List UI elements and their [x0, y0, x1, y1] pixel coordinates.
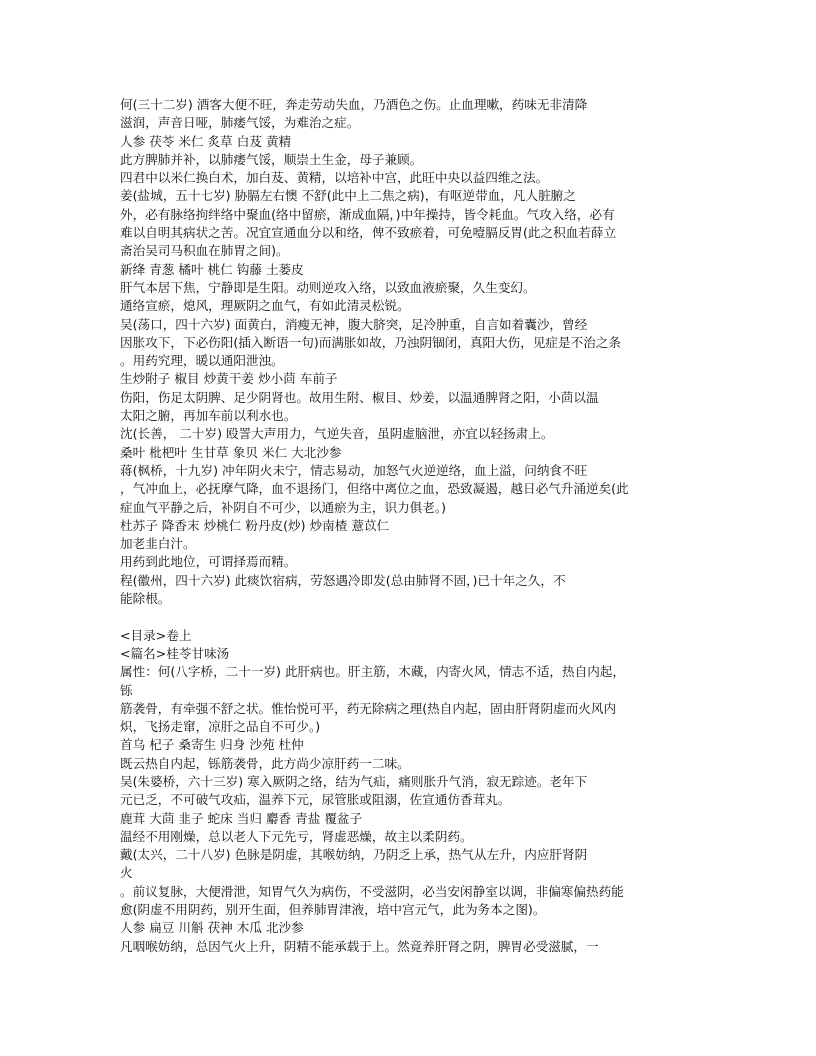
text-line: 太阳之腑，再加车前以利水也。 — [120, 408, 297, 424]
text-line: 既云热自内起，铄筋袭骨，此方尚少凉肝药一二味。 — [120, 755, 410, 771]
text-line: 四君中以米仁换白术，加白芨、黄精，以培补中宫，此旺中央以益四维之法。 — [120, 170, 549, 186]
text-line: 桑叶 枇杷叶 生甘草 象贝 米仁 大北沙参 — [120, 444, 342, 460]
text-line: 火 — [120, 865, 133, 881]
text-line: 人参 扁豆 川斛 茯神 木瓜 北沙参 — [120, 920, 304, 936]
text-line: 外，必有脉络拘绊络中聚血(络中留瘀，渐成血隔，)中年操持，皆令耗血。气攻入络，必有 — [120, 206, 615, 222]
text-line: 。用药究理，暖以通阳泄浊。 — [120, 353, 284, 369]
text-line: <目录>卷上 — [120, 627, 192, 643]
document-page — [120, 96, 700, 956]
text-line: 杜苏子 降香末 炒桃仁 粉丹皮(炒) 炒南楂 薏苡仁 — [120, 517, 390, 533]
text-line: 何(三十二岁) 酒客大便不旺，奔走劳动失血，乃酒色之伤。止血理嗽，药味无非清降 — [120, 97, 588, 112]
text-line: 首乌 杞子 桑寄生 归身 沙苑 杜仲 — [120, 737, 304, 753]
text-line: 凡咽喉妨纳，总因气火上升，阴精不能承载于上。然竟养肝肾之阴，脾胃必受滋腻，一 — [120, 938, 599, 954]
text-line: 沈(长善， 二十岁) 殴詈大声用力，气逆失音，虽阴虚脑泄，亦宜以轻扬肃上。 — [120, 426, 554, 442]
text-line: 愈(阴虚不用阴药，别开生面，但养肺胃津液，培中宫元气，此为务本之图)。 — [120, 902, 546, 918]
text-line: 因胀攻下，下必伤阳(插入断语一句)而满胀如故，乃浊阴锢闭，真阳大伤，见症是不治之条 — [120, 334, 621, 350]
text-line: 通络宣瘀，熄风，理厥阴之血气，有如此清灵松锐。 — [120, 298, 410, 314]
text-line: 炽，飞扬走窜，凉肝之品自不可少。) — [120, 719, 321, 735]
text-line: 吴(荡口，四十六岁) 面黄白，消瘦无神，腹大脐突，足冷肿重，自言如着囊沙，曾经 — [120, 316, 588, 332]
text-line: 用药到此地位，可谓择焉而精。 — [120, 554, 297, 570]
text-line: 元已乏，不可破气攻疝，温养下元，尿管胀或阻溺，佐宣通仿香茸丸。 — [120, 792, 511, 808]
blank-line — [120, 608, 700, 626]
text-line: 温经不用刚燥，总以老人下元先亏，肾虚恶燥，故主以柔阴药。 — [120, 828, 473, 844]
text-line: 新绛 青葱 橘叶 桃仁 钩藤 土蒌皮 — [120, 261, 304, 277]
text-line: 症血气平静之后，补阴自不可少，以通瘀为主，识力俱老。) — [120, 499, 447, 515]
text-line: 程(徽州，四十六岁) 此痰饮宿病，劳怒遇冷即发(总由肺肾不固，)已十年之久，不 — [120, 572, 566, 588]
text-line: ，气冲血上，必抚摩气降，血不退扬门，但络中离位之血，恐致凝遏，越日必气升涌逆矣(此 — [120, 481, 629, 497]
text-line: 难以自明其病状之苦。况宜宣通血分以和络，俾不致瘀着，可免噎膈反胃(此之积血若薛立 — [120, 225, 617, 241]
text-line: 加老韭白汁。 — [120, 536, 196, 552]
text-line: 人参 茯苓 米仁 炙草 白芨 黄精 — [120, 133, 292, 149]
text-line: 生炒附子 椒目 炒黄干姜 炒小茴 车前子 — [120, 371, 338, 387]
text-line: 鹿茸 大茴 韭子 蛇床 当归 麝香 青盐 覆盆子 — [120, 810, 363, 826]
text-line: 蒋(枫桥，十九岁) 冲年阴火未宁，情志易动，加怒气火逆逆络，血上溢，问纳食不旺 — [120, 462, 588, 478]
text-line: 滋润，声音日哑，肺痿气馁，为难治之症。 — [120, 115, 360, 131]
text-line: 能除根。 — [120, 591, 171, 607]
text-line: 吴(朱婆桥，六十三岁) 寒入厥阴之络，结为气疝，痛则胀升气消，寂无踪迹。老年下 — [120, 773, 588, 789]
text-line: 铄 — [120, 682, 133, 698]
text-line: <篇名>桂苓甘味汤 — [120, 645, 230, 661]
text-line: 肝气本居下焦，宁静即是生阳。动则逆攻入络，以致血液瘀聚，久生变幻。 — [120, 279, 536, 295]
text-line: 戴(太兴，二十八岁) 色脉是阴虚，其喉妨纳，乃阴乏上承，热气从左升，内应肝肾阴 — [120, 847, 588, 863]
text-line: 伤阳，伤足太阴脾、足少阴肾也。故用生附、椒目、炒姜，以温通脾肾之阳，小茴以温 — [120, 389, 599, 405]
text-line: 此方脾肺并补，以肺痿气馁，顺崇土生金，母子兼顾。 — [120, 151, 423, 167]
text-line: 属性：何(八字桥，二十一岁) 此肝病也。肝主筋，木藏，内寄火风，情志不适，热自内起， — [120, 664, 625, 680]
text-line: 姜(盐城，五十七岁) 胁膈左右懊 不舒(此中上二焦之病)，有呕逆带血，凡人脏腑之 — [120, 188, 576, 204]
text-line: 筋袭骨，有牵强不舒之状。惟怡悦可平，药无除病之理(热自内起，固由肝肾阴虚而火风内 — [120, 700, 617, 716]
text-line: 。前议复脉，大便滑泄，知胃气久为病伤，不受滋阴，必当安闲静室以调，非偏寒偏热药能 — [120, 883, 624, 899]
text-line: 斋治吴司马积血在肺胃之间)。 — [120, 243, 289, 259]
